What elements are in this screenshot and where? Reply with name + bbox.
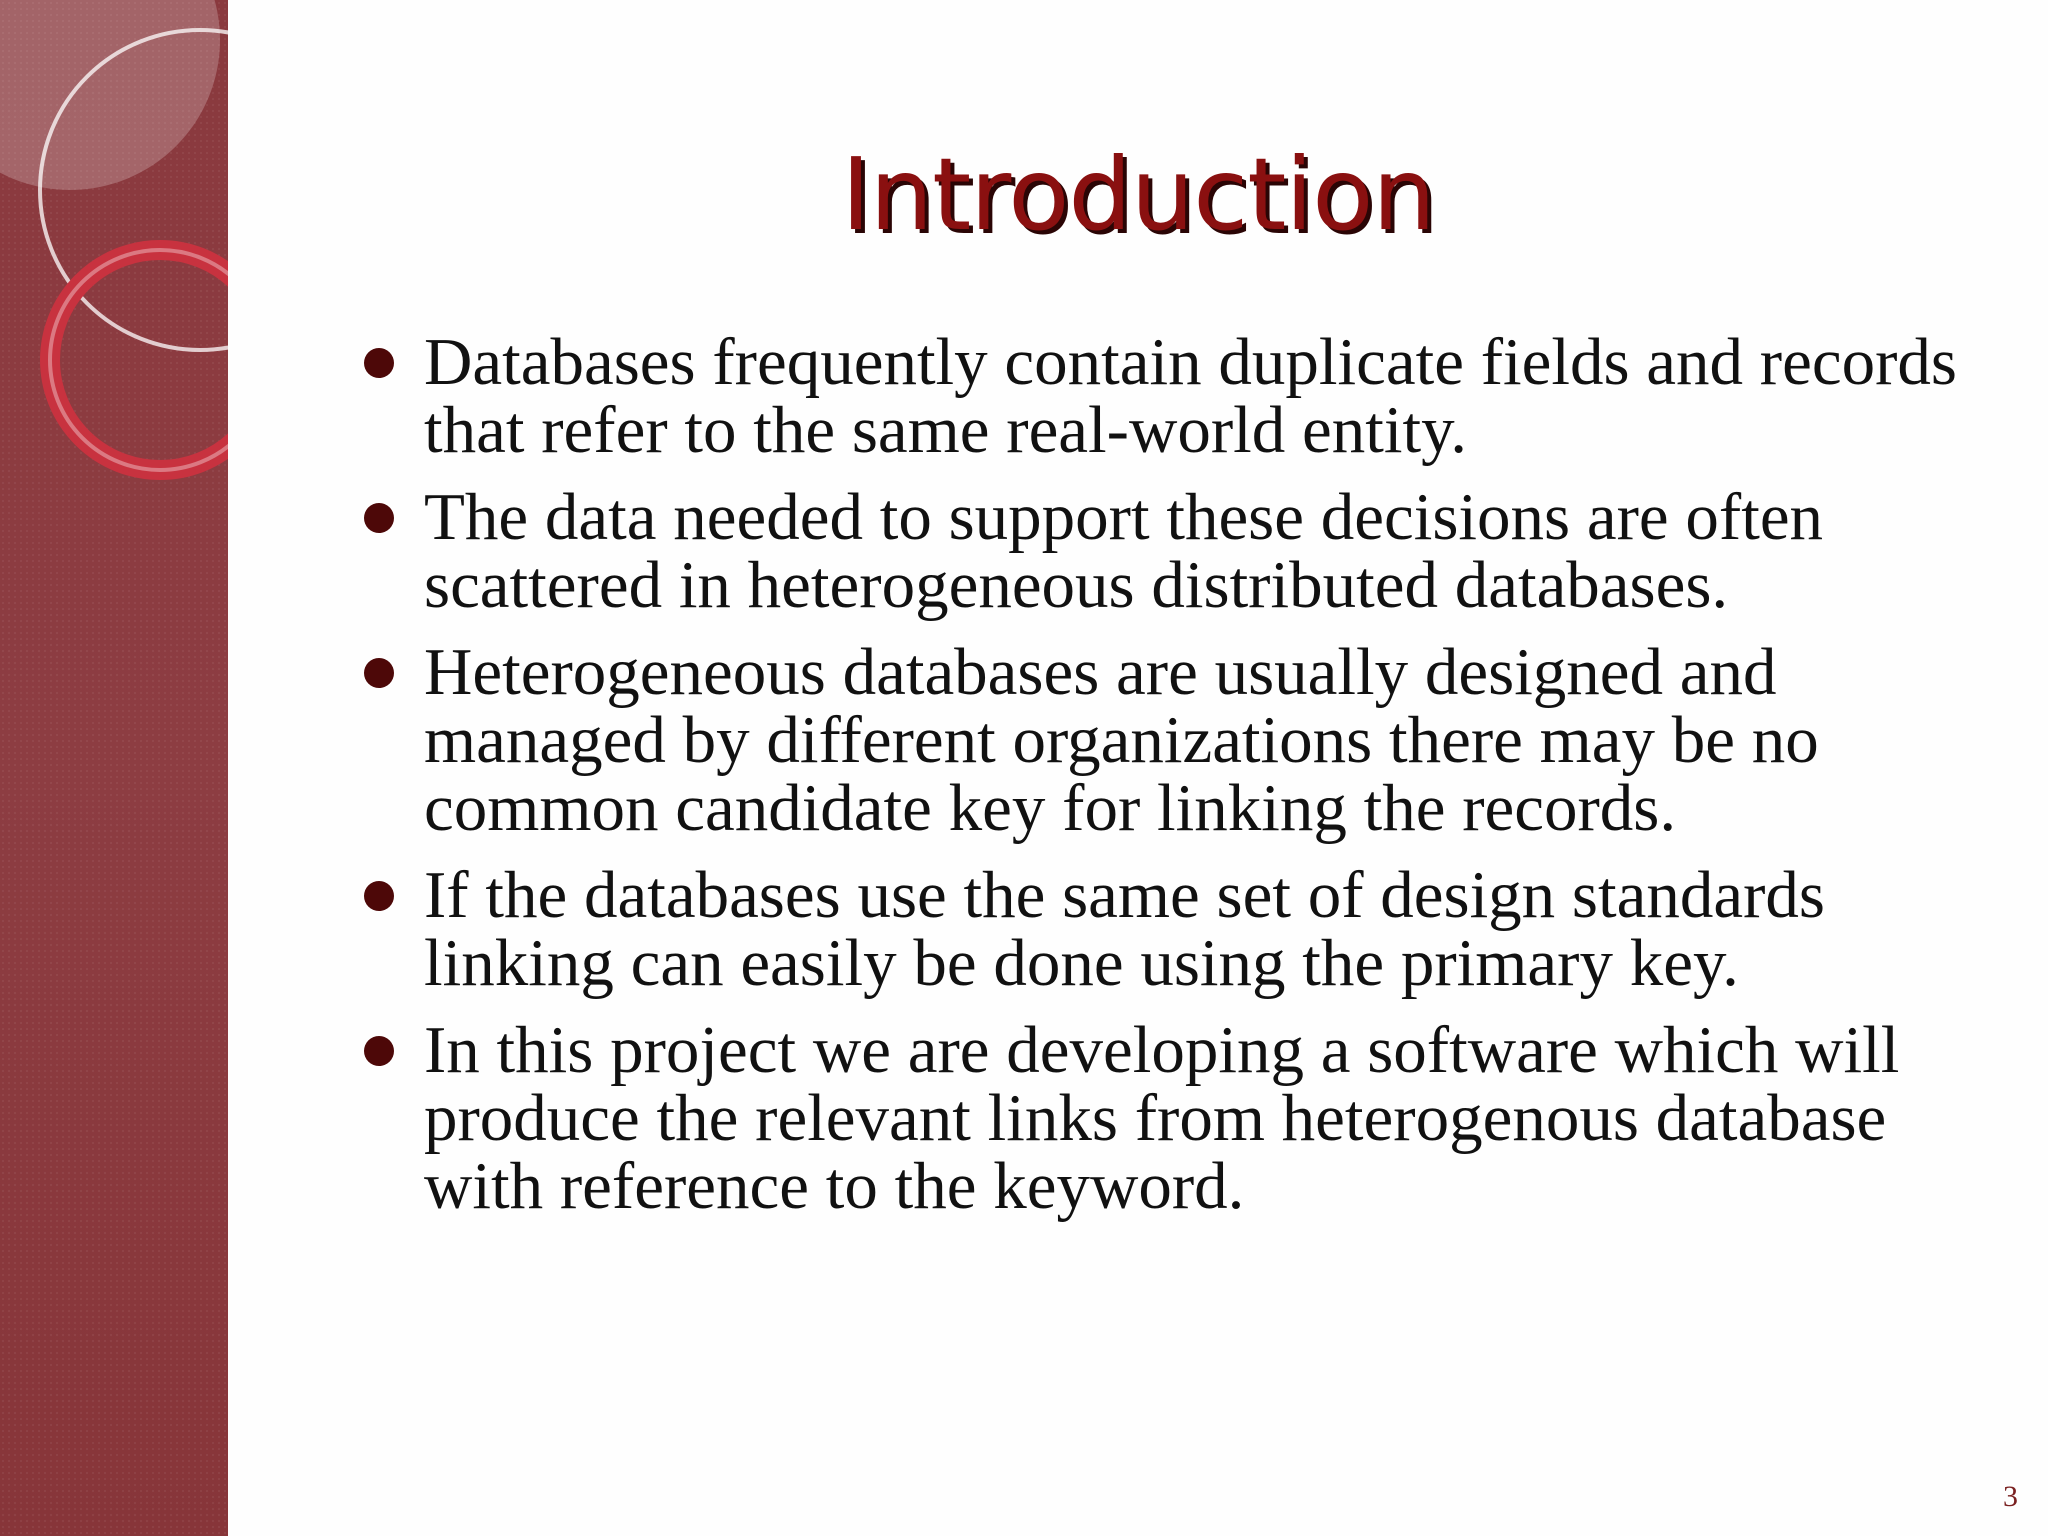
bullet-text: Heterogeneous databases are usually designed and managed by different organizations there may be no common candidate key for linking the records. <box>424 635 1819 845</box>
bullet-text: Databases frequently contain duplicate fields and records that refer to the same real-world entity. <box>424 325 1957 467</box>
bullet-text: The data needed to support these decisions are often scattered in heterogeneous distributed databases. <box>424 480 1824 622</box>
slide-title: Introduction <box>841 136 1435 253</box>
bullet-item <box>360 480 1980 622</box>
bullet-item <box>360 858 1980 1000</box>
bullet-item <box>360 635 1980 845</box>
bullet-dot-icon <box>364 881 394 911</box>
bullet-dot-icon <box>364 348 394 378</box>
bullet-dot-icon <box>364 1036 394 1066</box>
bullet-item <box>360 325 1980 467</box>
bullet-text: In this project we are developing a software which will produce the relevant links from heterogenous database with reference to the keyword. <box>424 1013 1900 1223</box>
bullet-dot-icon <box>364 658 394 688</box>
decorative-circles-icon <box>0 0 228 1536</box>
page-number: 3 <box>2003 1480 2018 1513</box>
decorative-side-panel <box>0 0 228 1536</box>
bullet-item <box>360 1013 1980 1223</box>
bullet-dot-icon <box>364 503 394 533</box>
bullet-text: If the databases use the same set of design standards linking can easily be done using the primary key. <box>424 858 1825 1000</box>
bullet-list <box>360 325 1980 1239</box>
